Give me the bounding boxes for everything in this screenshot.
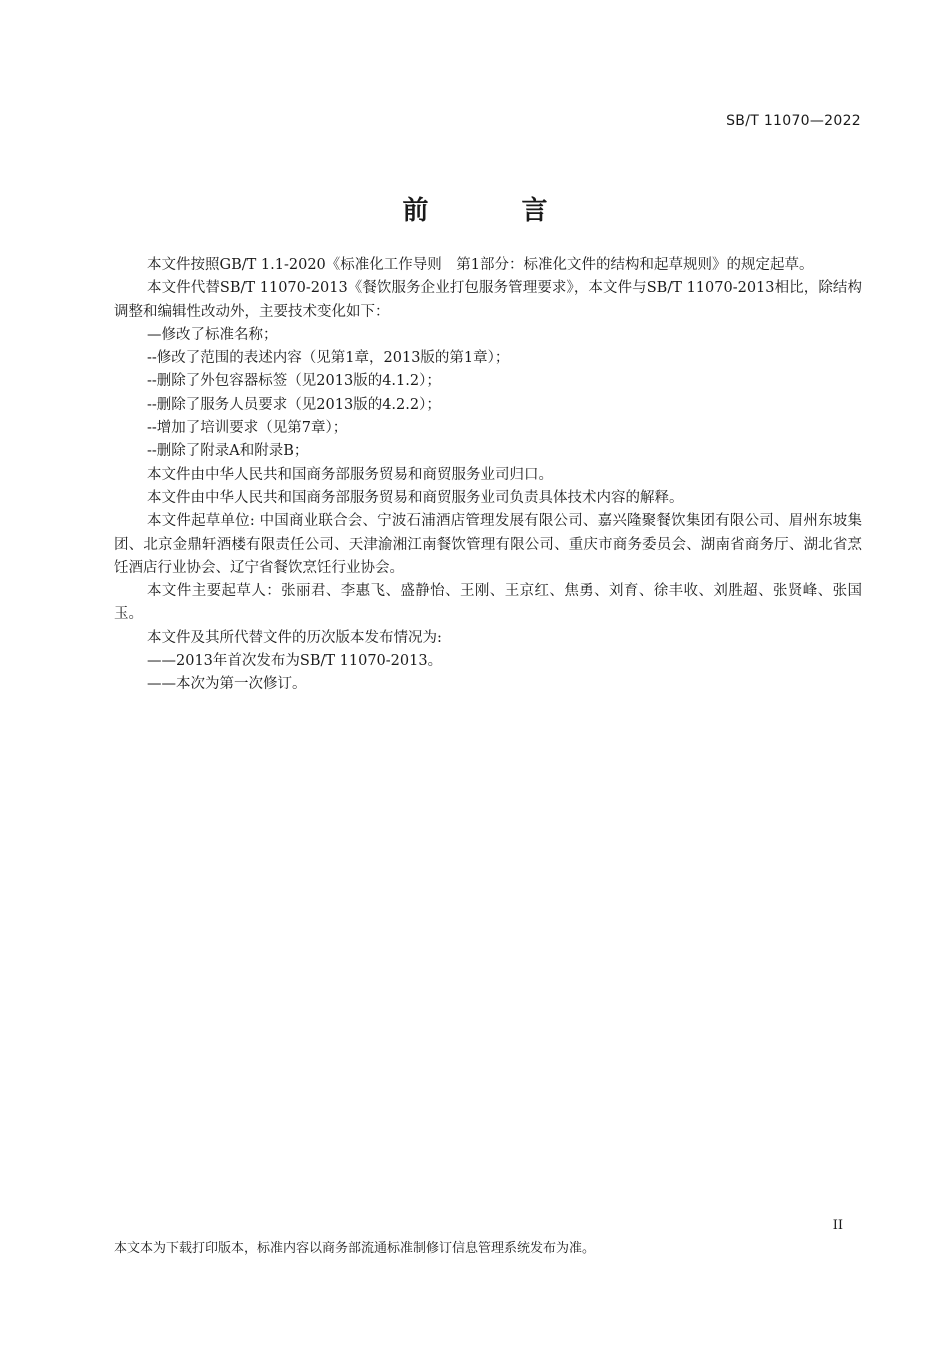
footer-note: 本文本为下载打印版本，标准内容以商务部流通标准制修订信息管理系统发布为准。: [114, 1241, 596, 1256]
version-item: ——本次为第一次修订。: [147, 676, 307, 693]
version-item: ——2013年首次发布为SB/T 11070-2013。: [147, 653, 443, 670]
document-code: SB/T 11070—2022: [726, 113, 861, 129]
page-title: 前 言: [402, 196, 590, 226]
paragraph-drafting-units: 本文件起草单位: 中国商业联合会、宁波石浦酒店管理发展有限公司、嘉兴隆聚餐饮集团有限公司、眉州东坡集团、北京金鼎轩酒楼有限责任公司、天津渝湘江南餐饮管理有限公司、重庆市商务委员会、湖南省商务厅、湖北省烹饪酒店行业协会、辽宁省餐饮烹饪行业协会。: [114, 513, 862, 576]
change-item: --修改了范围的表述内容（见第1章，2013版的第1章）；: [147, 350, 510, 367]
paragraph-drafters: 本文件主要起草人：张丽君、李惠飞、盛静怡、王刚、王京红、焦勇、刘育、徐丰收、刘胜超、张贤峰、张国玉。: [114, 583, 862, 623]
change-item: —修改了标准名称；: [147, 326, 278, 343]
paragraph-interpretation: 本文件由中华人民共和国商务部服务贸易和商贸服务业司负责具体技术内容的解释。: [147, 489, 684, 506]
change-item: --增加了培训要求（见第7章）；: [147, 420, 348, 437]
foreword-body: [114, 254, 862, 697]
change-item: --删除了外包容器标签（见2013版的4.1.2）；: [147, 373, 441, 390]
paragraph-version-history: 本文件及其所代替文件的历次版本发布情况为:: [147, 629, 442, 646]
paragraph-replacement: 本文件代替SB/T 11070-2013《餐饮服务企业打包服务管理要求》，本文件与SB/T 11070-2013相比，除结构调整和编辑性改动外，主要技术变化如下：: [114, 280, 862, 320]
paragraph-drafting-rules: 本文件按照GB/T 1.1-2020《标准化工作导则 第1部分：标准化文件的结构和起草规则》的规定起草。: [147, 257, 814, 273]
change-item: --删除了服务人员要求（见2013版的4.2.2）；: [147, 396, 441, 413]
page-number: II: [832, 1218, 843, 1233]
paragraph-governing-body: 本文件由中华人民共和国商务部服务贸易和商贸服务业司归口。: [147, 466, 553, 483]
change-item: --删除了附录A和附录B；: [147, 443, 309, 460]
